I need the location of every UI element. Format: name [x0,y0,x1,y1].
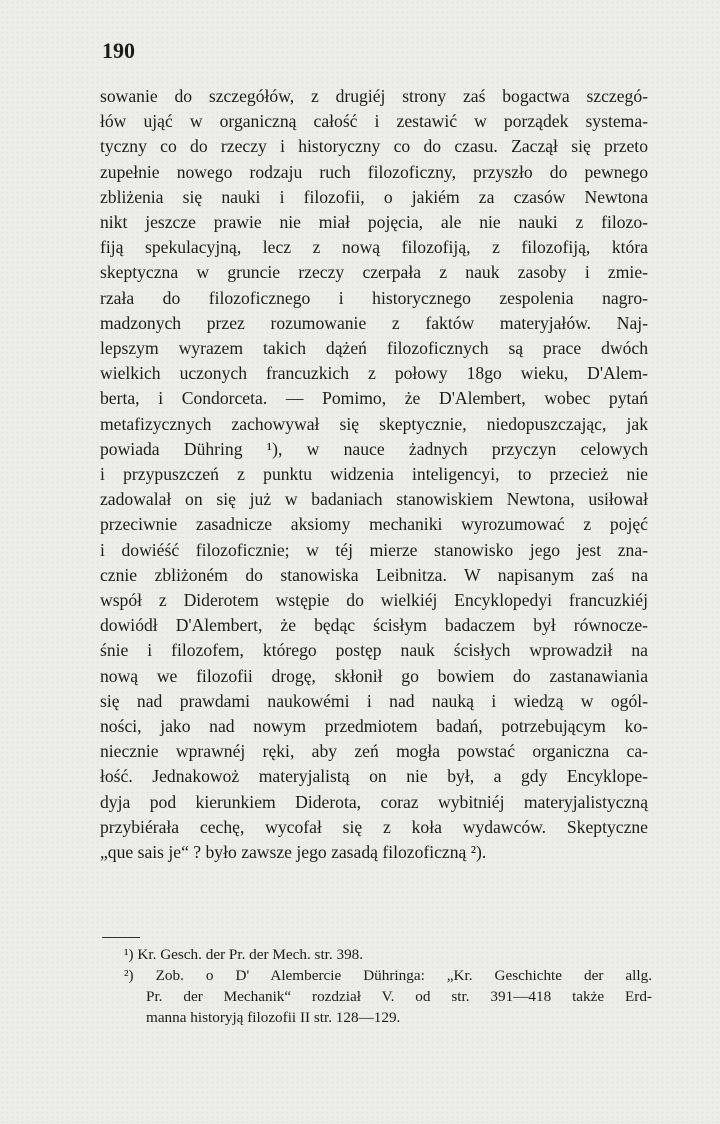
text-line: wielkich uczonych francuzkich z połowy 18go wieku, D'Alem- [100,363,648,384]
text-line: śnie i filozofem, którego postęp nauk ścisłych wprowadził na [100,640,648,661]
text-line: metafizycznych zachowywał się skeptycznie, niedopuszczając, jak [100,413,648,434]
text-line: dyja pod kierunkiem Diderota, coraz wybitniéj materyjalistyczną [100,791,648,812]
page-number: 190 [102,38,135,63]
text-line: madzonych przez rozumowanie z faktów materyjałów. Naj- [100,312,648,333]
footnotes [124,944,652,1028]
text-line: berta, i Condorceta. — Pomimo, że D'Alembert, wobec pytań [100,388,648,409]
text-line: i dowiéść filozoficznie; w téj mierze stanowisko jego jest zna- [100,539,648,560]
footnote-line: Pr. der Mechanik“ rozdział V. od str. 391—418 także Erd- [146,988,652,1005]
text-line: „que sais je“ ? było zawsze jego zasadą filozoficzną ²). [100,842,487,863]
footnote-line: ¹) Kr. Gesch. der Pr. der Mech. str. 398. [124,946,364,963]
text-line: nową we filozofii drogę, skłonił go bowiem do zastanawiania [100,665,648,686]
text-line: rzała do filozoficznego i historycznego zespolenia nagro- [100,287,648,308]
footnote-line: ²) Zob. o D' Alembercie Dühringa: „Kr. Geschichte der allg. [124,967,652,984]
text-line: łów ująć w organiczną całość i zestawić w porządek systema- [100,111,648,132]
text-line: powiada Dühring ¹), w nauce żadnych przyczyn celowych [100,438,648,459]
text-line: zbliżenia się nauki i filozofii, o jakiém za czasów Newtona [100,186,648,207]
footnote-line: manna historyją filozofii II str. 128—129. [146,1009,401,1026]
text-line: zupełnie nowego rodzaju ruch filozoficzny, przyszło do pewnego [100,161,648,182]
text-line: nikt jeszcze prawie nie miał pojęcia, ale nie nauki z filozo- [100,212,648,233]
text-line: sowanie do szczegółów, z drugiéj strony zaś bogactwa szczegó- [100,86,648,106]
text-line: niecznie wprawnéj ręki, aby zeń mogła powstać organiczna ca- [100,741,648,762]
text-line: łość. Jednakowoż materyjalistą on nie był, a gdy Encyklope- [100,766,648,787]
text-line: tyczny co do rzeczy i historyczny co do czasu. Zaczął się przeto [100,136,648,157]
text-line: i przypuszczeń z punktu widzenia inteligencyi, to przecież nie [100,464,648,485]
text-line: skeptyczna w gruncie rzeczy czerpała z nauk zasoby i zmie- [100,262,648,283]
footnote-rule [102,937,140,938]
text-line: przybiérała cechę, wycofał się z koła wydawców. Skeptyczne [100,816,648,837]
text-line: fiją spekulacyjną, lecz z nową filozofiją, z filozofiją, która [100,237,648,258]
text-line: przeciwnie zasadnicze aksiomy mechaniki wyrozumować z pojęć [100,514,648,535]
text-line: ności, jako nad nowym przedmiotem badań, potrzebującym ko- [100,716,648,737]
text-line: zadowalał on się już w badaniach stanowiskiem Newtona, usiłował [100,489,648,510]
text-line: dowiódł D'Alembert, że będąc ścisłym badaczem był równocze- [100,615,648,636]
text-line: współ z Diderotem wstępie do wielkiéj Encyklopedyi francuzkiéj [100,590,648,611]
text-line: lepszym wyrazem takich dążeń filozoficznych są prace dwóch [100,338,648,359]
text-line: cznie zbliżoném do stanowiska Leibnitza. W napisanym zaś na [100,564,648,585]
body-text [100,84,648,865]
text-line: się nad prawdami naukowémi i nad nauką i wiedzą w ogól- [100,690,648,711]
